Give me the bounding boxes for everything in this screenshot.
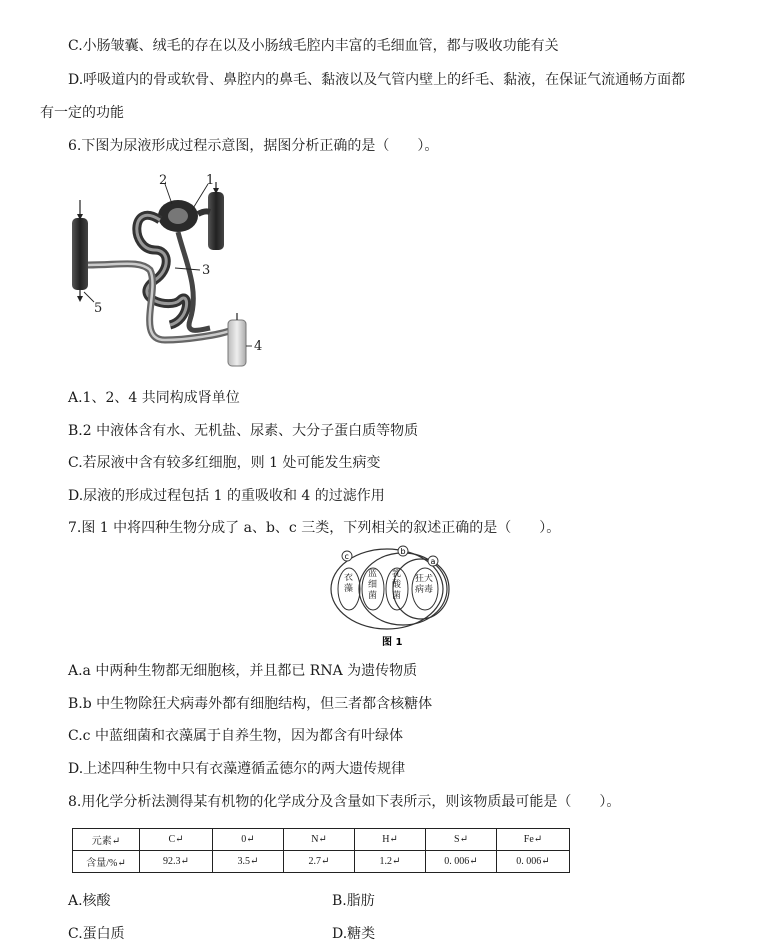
q6-option-d: D.尿液的形成过程包括 1 的重吸收和 4 的过滤作用 bbox=[68, 488, 385, 504]
figure-label-3: 3 bbox=[202, 263, 211, 278]
q7-option-b: B.b 中生物除狂犬病毒外都有细胞结构，但三者都含核糖体 bbox=[68, 696, 433, 712]
figure-label-4: 4 bbox=[254, 339, 263, 354]
q7-stem: 7.图 1 中将四种生物分成了 a、b、c 三类，下列相关的叙述正确的是（ ）。 bbox=[68, 520, 561, 536]
table-cell: 3.5↵ bbox=[213, 851, 284, 873]
figure-caption: 图 1 bbox=[382, 637, 403, 648]
q6-stem: 6.下图为尿液形成过程示意图，据图分析正确的是（ ）。 bbox=[68, 138, 439, 154]
figure-label-5: 5 bbox=[94, 301, 103, 316]
q8-stem: 8.用化学分析法测得某有机物的化学成分及含量如下表所示，则该物质最可能是（ ）。 bbox=[68, 794, 621, 810]
q6-option-b: B.2 中液体含有水、无机盐、尿素、大分子蛋白质等物质 bbox=[68, 423, 419, 439]
table-cell: 2.7↵ bbox=[284, 851, 355, 873]
venn-diagram bbox=[325, 545, 455, 653]
q7-option-a: A.a 中两种生物都无细胞核，并且都已 RNA 为遗传物质 bbox=[68, 663, 418, 679]
q7-option-c: C.c 中蓝细菌和衣藻属于自养生物，因为都含有叶绿体 bbox=[68, 728, 403, 744]
collecting-duct bbox=[228, 320, 246, 366]
table-cell: 1.2↵ bbox=[355, 851, 426, 873]
q7-option-d: D.上述四种生物中只有衣藻遵循孟德尔的两大遗传规律 bbox=[68, 761, 406, 777]
table-cell: 0↵ bbox=[213, 829, 284, 851]
circle-label-a: a bbox=[430, 557, 436, 566]
table-cell: H↵ bbox=[355, 829, 426, 851]
table-cell: 92.3↵ bbox=[140, 851, 213, 873]
organism-cyanobacteria: 蓝细菌 bbox=[368, 569, 378, 601]
table-cell: 0. 006↵ bbox=[426, 851, 497, 873]
figure-label-1: 1 bbox=[206, 173, 215, 188]
circle-label-b: b bbox=[400, 547, 406, 556]
table-cell: 0. 006↵ bbox=[497, 851, 570, 873]
table-cell: S↵ bbox=[426, 829, 497, 851]
nephron-diagram bbox=[60, 170, 280, 375]
q5-option-d-line1: D.呼吸道内的骨或软骨、鼻腔内的鼻毛、黏液以及气管内壁上的纤毛、黏液，在保证气流通畅方面都 bbox=[68, 72, 686, 88]
q8-option-a: A.核酸 bbox=[68, 893, 111, 909]
organism-rabies-virus: 狂犬病毒 bbox=[415, 574, 434, 595]
composition-table bbox=[72, 828, 570, 873]
figure-label-2: 2 bbox=[159, 173, 168, 188]
q6-option-a: A.1、2、4 共同构成肾单位 bbox=[68, 390, 240, 406]
renal-artery-vessel bbox=[208, 192, 224, 250]
q5-option-c: C.小肠皱囊、绒毛的存在以及小肠绒毛腔内丰富的毛细血管，都与吸收功能有关 bbox=[68, 38, 559, 54]
table-cell: N↵ bbox=[284, 829, 355, 851]
renal-vein-vessel bbox=[72, 218, 88, 290]
q8-option-b: B.脂肪 bbox=[332, 893, 375, 909]
table-cell: 元素↵ bbox=[73, 829, 140, 851]
q8-option-c: C.蛋白质 bbox=[68, 926, 125, 942]
table-header-row bbox=[73, 829, 570, 851]
table-row bbox=[73, 851, 570, 873]
table-cell: 含量/%↵ bbox=[73, 851, 140, 873]
q5-option-d-line2: 有一定的功能 bbox=[40, 105, 124, 121]
organism-lactobacillus: 乳酸菌 bbox=[392, 569, 402, 601]
organism-algae: 衣藻 bbox=[344, 573, 354, 594]
table-cell: Fe↵ bbox=[497, 829, 570, 851]
table-cell: C↵ bbox=[140, 829, 213, 851]
q6-option-c: C.若尿液中含有较多红细胞，则 1 处可能发生病变 bbox=[68, 455, 381, 471]
q8-option-d: D.糖类 bbox=[332, 926, 376, 942]
circle-label-c: c bbox=[344, 552, 349, 561]
